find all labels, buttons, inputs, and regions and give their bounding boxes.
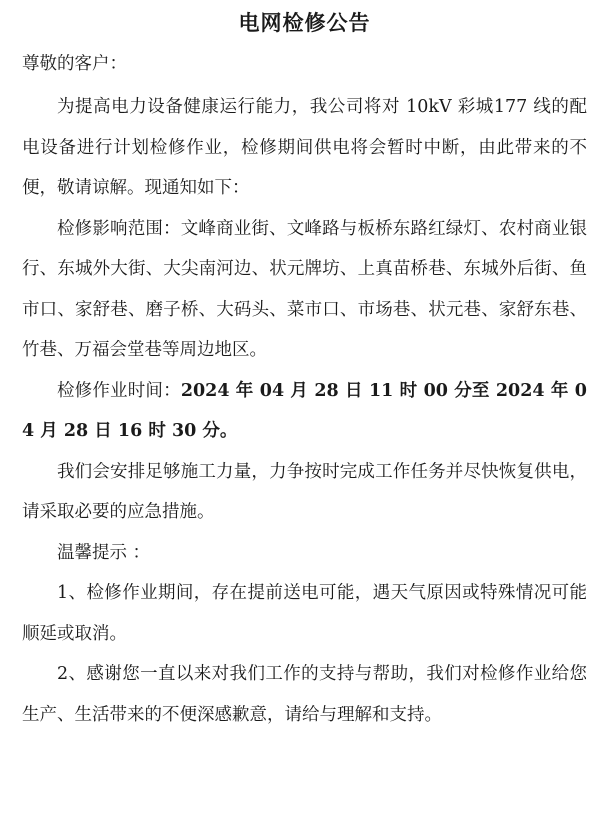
tip-item-2: 2、感谢您一直以来对我们工作的支持与帮助，我们对检修作业给您生产、生活带来的不便深感歉意，请给与理解和支持。: [22, 664, 587, 725]
tips-heading: 温馨提示 ：: [57, 542, 151, 563]
scope-label: 检修影响范围：: [57, 218, 181, 239]
arrangement-paragraph: 我们会安排足够施工力量，力争按时完成工作任务并尽快恢复供电，请采取必要的应急措施。: [22, 461, 587, 522]
time-paragraph: [22, 371, 587, 452]
page-title: 电网检修公告: [238, 11, 371, 35]
scope-paragraph: [22, 209, 587, 371]
intro-paragraph: 为提高电力设备健康运行能力，我公司将对 10kV 彩城177 线的配电设备进行计划检修作业，检修期间供电将会暂时中断，由此带来的不便，敬请谅解。现通知如下：: [22, 97, 587, 198]
scope-text: 文峰商业街、文峰路与板桥东路红绿灯、农村商业银行、东城外大街、大尖南河边、状元牌坊、上真苗桥巷、东城外后街、鱼市口、家舒巷、磨子桥、大码头、菜市口、市场巷、状元巷、家舒东巷、竹巷、万福会堂巷等周边地区。: [22, 218, 588, 360]
tip-item-1: 1、检修作业期间，存在提前送电可能，遇天气原因或特殊情况可能顺延或取消。: [22, 583, 587, 644]
time-label: 检修作业时间：: [57, 380, 181, 401]
time-text: 2024 年 04 月 28 日 11 时 00 分至 2024 年 04 月 28 日 16 时 30 分。: [22, 380, 587, 441]
salutation: 尊敬的客户：: [22, 54, 127, 74]
